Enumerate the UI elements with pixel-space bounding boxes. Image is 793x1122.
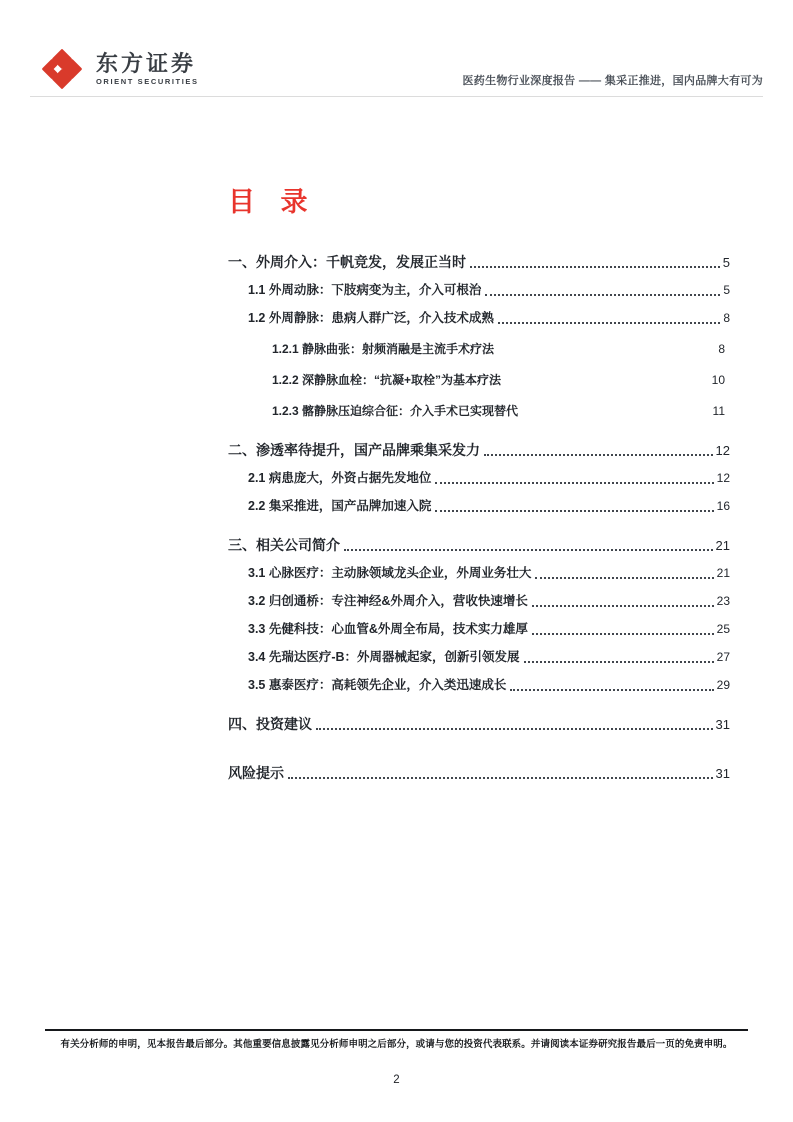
toc-entry-title: 一、外周介入：千帆竞发，发展正当时 (228, 254, 466, 270)
toc-entry-title: 1.2.2 深静脉血栓：“抗凝+取栓”为基本疗法 (272, 373, 502, 387)
toc-entry-title: 1.1 外周动脉：下肢病变为主，介入可根治 (248, 283, 482, 297)
toc-leader-dots (470, 266, 720, 268)
company-name-cn: 东方证券 (96, 51, 197, 76)
toc-leader-dots (484, 454, 713, 456)
toc-entry-title: 3.5 惠泰医疗：高耗领先企业，介入类迅速成长 (248, 678, 507, 692)
toc-heading: 目 录 (228, 187, 317, 217)
toc-entry[interactable] (228, 254, 730, 271)
toc-entry-page: 5 (722, 255, 730, 270)
toc-entry[interactable] (228, 310, 730, 327)
toc-entry-page: 21 (715, 538, 730, 553)
toc-entry-title: 1.2.3 髂静脉压迫综合征：介入手术已实现替代 (272, 404, 519, 418)
footer-divider (45, 1029, 748, 1031)
toc-list (228, 254, 730, 782)
toc-entry-title: 二、渗透率待提升，国产品牌乘集采发力 (228, 442, 480, 458)
toc-entry-title: 1.2 外周静脉：患病人群广泛，介入技术成熟 (248, 311, 494, 325)
toc-entry-title: 3.3 先健科技：心血管&外周全布局，技术实力雄厚 (248, 622, 528, 636)
company-logo (38, 46, 199, 92)
toc-entry-title: 风险提示 (228, 765, 284, 781)
toc-leader-dots (435, 510, 713, 512)
toc-entry-page: 5 (723, 283, 730, 297)
toc-leader-dots (485, 294, 720, 296)
toc-leader-dots (344, 549, 713, 551)
toc-entry-title: 四、投资建议 (228, 716, 312, 732)
toc-entry-page: 23 (716, 594, 730, 608)
toc-entry-title: 3.4 先瑞达医疗-B：外周器械起家，创新引领发展 (248, 650, 520, 664)
toc-leader-dots (316, 728, 713, 730)
toc-entry-title: 2.1 病患庞大，外资占据先发地位 (248, 471, 432, 485)
company-name-block (96, 51, 199, 87)
toc-entry-title: 3.1 心脉医疗：主动脉领域龙头企业，外周业务壮大 (248, 566, 532, 580)
toc-leader-dots (532, 605, 714, 607)
toc-entry-page: 11 (712, 404, 725, 418)
company-name-en: ORIENT SECURITIES (96, 77, 199, 86)
toc-entry-page: 8 (718, 342, 725, 356)
toc-entry[interactable] (228, 537, 730, 554)
toc-entry[interactable] (228, 716, 730, 733)
toc-entry[interactable] (228, 765, 730, 782)
toc-entry-page: 8 (723, 311, 730, 325)
toc-leader-dots (435, 482, 713, 484)
toc-entry-page: 27 (716, 650, 730, 664)
toc-entry[interactable] (228, 649, 730, 666)
toc-entry-page: 10 (711, 373, 725, 387)
toc-entry-page: 12 (715, 443, 730, 458)
report-title-label: 医药生物行业深度报告 —— 集采正推进，国内品牌大有可为 (462, 75, 763, 87)
toc-entry-page: 29 (716, 678, 730, 692)
toc-entry[interactable] (228, 341, 730, 358)
toc-entry[interactable] (228, 282, 730, 299)
toc-entry[interactable] (228, 498, 730, 515)
toc-entry[interactable] (228, 470, 730, 487)
page-header (0, 0, 793, 97)
toc-entry[interactable] (228, 372, 730, 389)
header-divider (30, 96, 763, 97)
toc-leader-dots (510, 689, 713, 691)
toc-leader-dots (535, 577, 713, 579)
toc-entry-page: 31 (715, 717, 730, 732)
toc-leader-dots (498, 322, 720, 324)
toc-entry-page: 12 (716, 471, 730, 485)
toc-entry-title: 3.2 归创通桥：专注神经&外周介入，营收快速增长 (248, 594, 528, 608)
toc-entry-page: 31 (715, 766, 730, 781)
toc-leader-dots (532, 633, 714, 635)
toc-entry-page: 16 (716, 499, 730, 513)
toc-entry-page: 21 (716, 566, 730, 580)
toc-entry[interactable] (228, 403, 730, 420)
toc-entry[interactable] (228, 565, 730, 582)
toc-entry[interactable] (228, 677, 730, 694)
toc-entry-title: 2.2 集采推进，国产品牌加速入院 (248, 499, 432, 513)
toc-entry-title: 1.2.1 静脉曲张：射频消融是主流手术疗法 (272, 342, 495, 356)
orient-securities-logo-icon (38, 46, 86, 92)
toc-entry[interactable] (228, 442, 730, 459)
footer-disclaimer: 有关分析师的申明，见本报告最后部分。其他重要信息披露见分析师申明之后部分，或请与您的投资代表联系。并请阅读本证券研究报告最后一页的免责申明。 (60, 1039, 733, 1050)
page-number: 2 (393, 1074, 400, 1086)
toc-entry[interactable] (228, 593, 730, 610)
toc-leader-dots (288, 777, 713, 779)
toc-entry-title: 三、相关公司简介 (228, 537, 340, 553)
toc-entry[interactable] (228, 621, 730, 638)
toc-leader-dots (524, 661, 714, 663)
toc-entry-page: 25 (716, 622, 730, 636)
